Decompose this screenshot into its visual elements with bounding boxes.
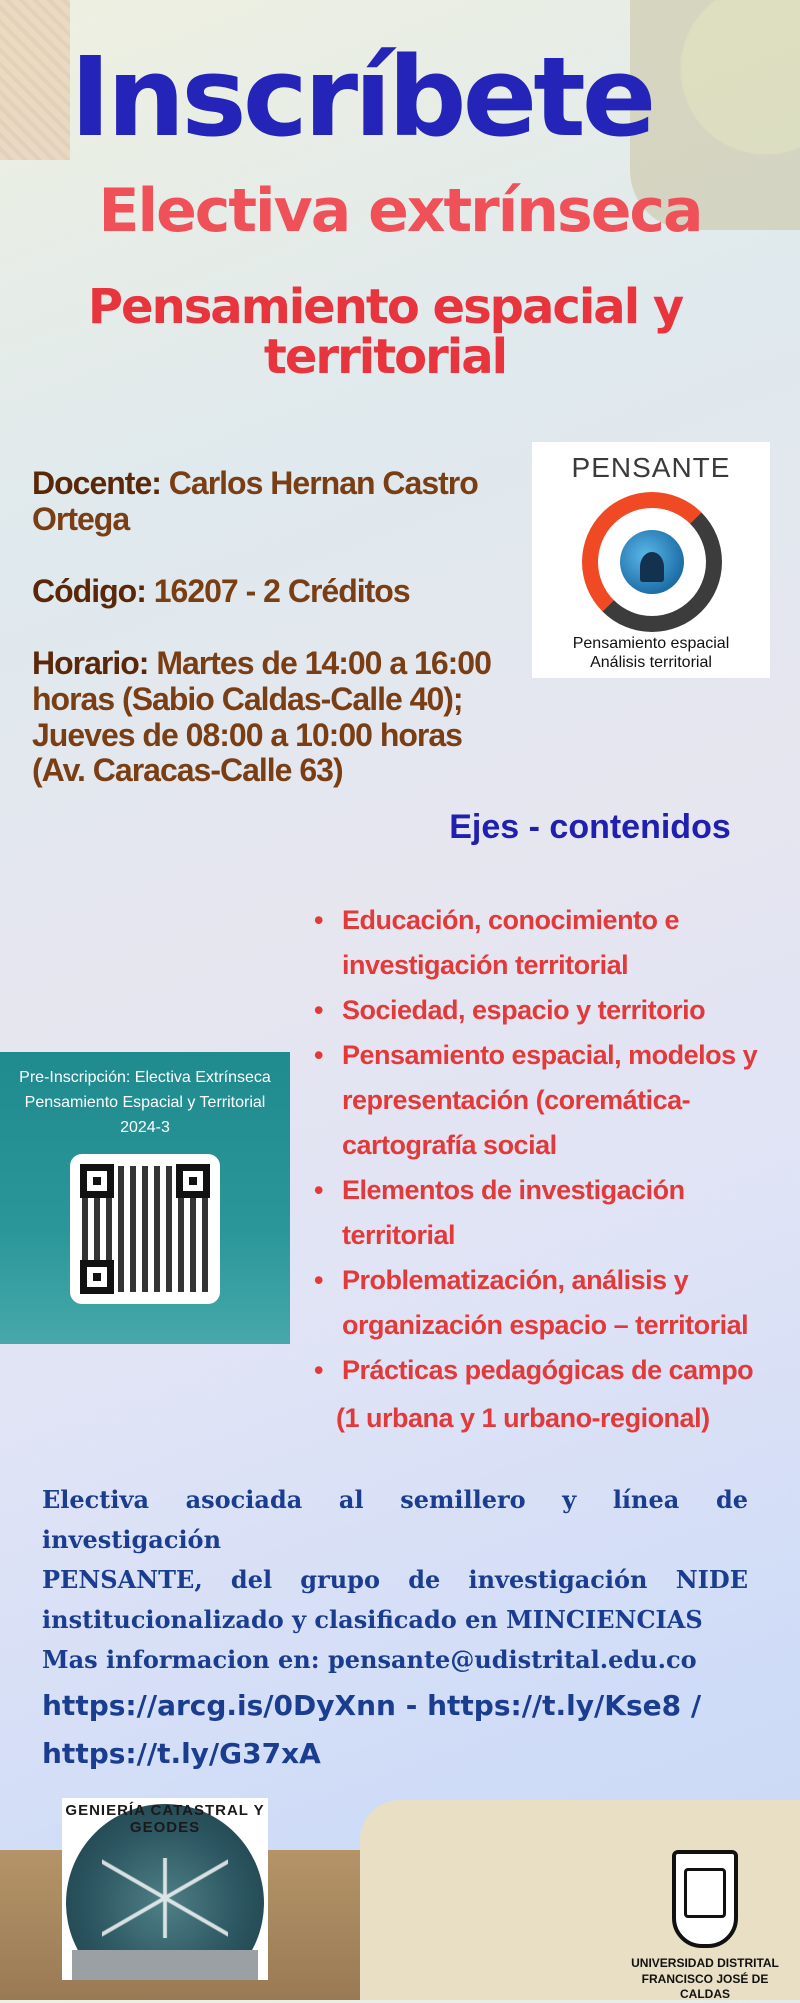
links-line-2[interactable]: https://t.ly/G37xA bbox=[42, 1737, 321, 1770]
paragraph-line-1: Electiva asociada al semillero y línea de investigación bbox=[42, 1485, 748, 1554]
pensante-logo-title: PENSANTE bbox=[571, 452, 731, 483]
shield-icon bbox=[672, 1850, 738, 1948]
ejes-item: • Educación, conocimiento e investigación territorial bbox=[312, 898, 782, 988]
university-name bbox=[620, 1956, 790, 2003]
qr-card-line-1: Pre-Inscripción: Electiva Extrínseca bbox=[19, 1069, 271, 1086]
paragraph-line-3: institucionalizado y clasificado en MINCIENCIAS bbox=[42, 1605, 703, 1634]
ejes-item: • Elementos de investigación territorial bbox=[312, 1168, 782, 1258]
ejes-item: • Problematización, análisis y organización espacio – territorial bbox=[312, 1258, 782, 1348]
qr-code[interactable] bbox=[70, 1154, 220, 1304]
qr-finder-icon bbox=[80, 1164, 114, 1198]
tree-icon bbox=[640, 552, 664, 582]
catastral-arc-text: GENIERÍA CATASTRAL Y GEODES bbox=[65, 1802, 265, 1836]
horario-label: Horario: bbox=[32, 645, 149, 681]
ingenieria-catastral-logo bbox=[62, 1798, 268, 1980]
course-name-line-1: Pensamiento espacial y bbox=[87, 279, 683, 335]
links-block bbox=[42, 1682, 762, 1778]
course-name-line-2: territorial bbox=[263, 329, 507, 386]
qr-finder-icon bbox=[80, 1260, 114, 1294]
ejes-title: Ejes - contenidos bbox=[449, 808, 731, 846]
ejes-list bbox=[312, 898, 782, 1393]
codigo-info bbox=[32, 574, 512, 610]
page-subtitle: Electiva extrínseca bbox=[98, 176, 702, 246]
qr-card[interactable] bbox=[0, 1052, 290, 1344]
university-name-line-1: UNIVERSIDAD DISTRITAL bbox=[631, 1956, 779, 1970]
qr-card-line-2: Pensamiento Espacial y Territorial bbox=[24, 1093, 266, 1111]
university-name-line-2: FRANCISCO JOSÉ DE CALDAS bbox=[641, 1971, 769, 2002]
universidad-distrital-logo bbox=[620, 1850, 790, 2000]
horario-info bbox=[32, 646, 512, 789]
network-icon bbox=[102, 1858, 228, 1938]
docente-label: Docente: bbox=[32, 465, 161, 501]
paragraph-contact-line: Mas informacion en: pensante@udistrital.edu.co bbox=[42, 1645, 697, 1674]
pensante-logo-caption bbox=[532, 634, 770, 672]
course-name bbox=[60, 279, 710, 386]
ejes-item: • Sociedad, espacio y territorio bbox=[312, 988, 782, 1033]
description-paragraph bbox=[42, 1480, 748, 1680]
docente-value: Carlos Hernan Castro Ortega bbox=[32, 465, 478, 537]
city-skyline-icon bbox=[72, 1950, 258, 1980]
codigo-value: 16207 - 2 Créditos bbox=[153, 573, 410, 609]
qr-card-text bbox=[6, 1066, 284, 1140]
pensante-caption-line-2: Análisis territorial bbox=[590, 654, 712, 672]
qr-card-line-3: 2024-3 bbox=[120, 1118, 170, 1136]
links-line-1[interactable]: https://arcg.is/0DyXnn - https://t.ly/Kse8 / bbox=[42, 1689, 702, 1722]
ejes-item: • Pensamiento espacial, modelos y representación (coremática-cartografía social bbox=[312, 1033, 782, 1168]
page-title: Inscríbete bbox=[70, 33, 653, 161]
pensante-caption-line-1: Pensamiento espacial bbox=[572, 635, 730, 652]
background-map-top-left bbox=[0, 0, 70, 160]
paragraph-line-2: PENSANTE, del grupo de investigación NIDE bbox=[42, 1565, 748, 1594]
docente-info bbox=[32, 466, 512, 538]
codigo-label: Código: bbox=[32, 573, 146, 609]
pensante-logo bbox=[532, 442, 770, 678]
horario-value: Martes de 14:00 a 16:00 horas (Sabio Caldas-Calle 40); Jueves de 08:00 a 10:00 horas (Av. Caracas-Calle 63) bbox=[32, 645, 491, 789]
ejes-item: • Prácticas pedagógicas de campo bbox=[312, 1348, 782, 1393]
qr-finder-icon bbox=[176, 1164, 210, 1198]
ejes-item-continuation: (1 urbana y 1 urbano-regional) bbox=[336, 1403, 710, 1433]
